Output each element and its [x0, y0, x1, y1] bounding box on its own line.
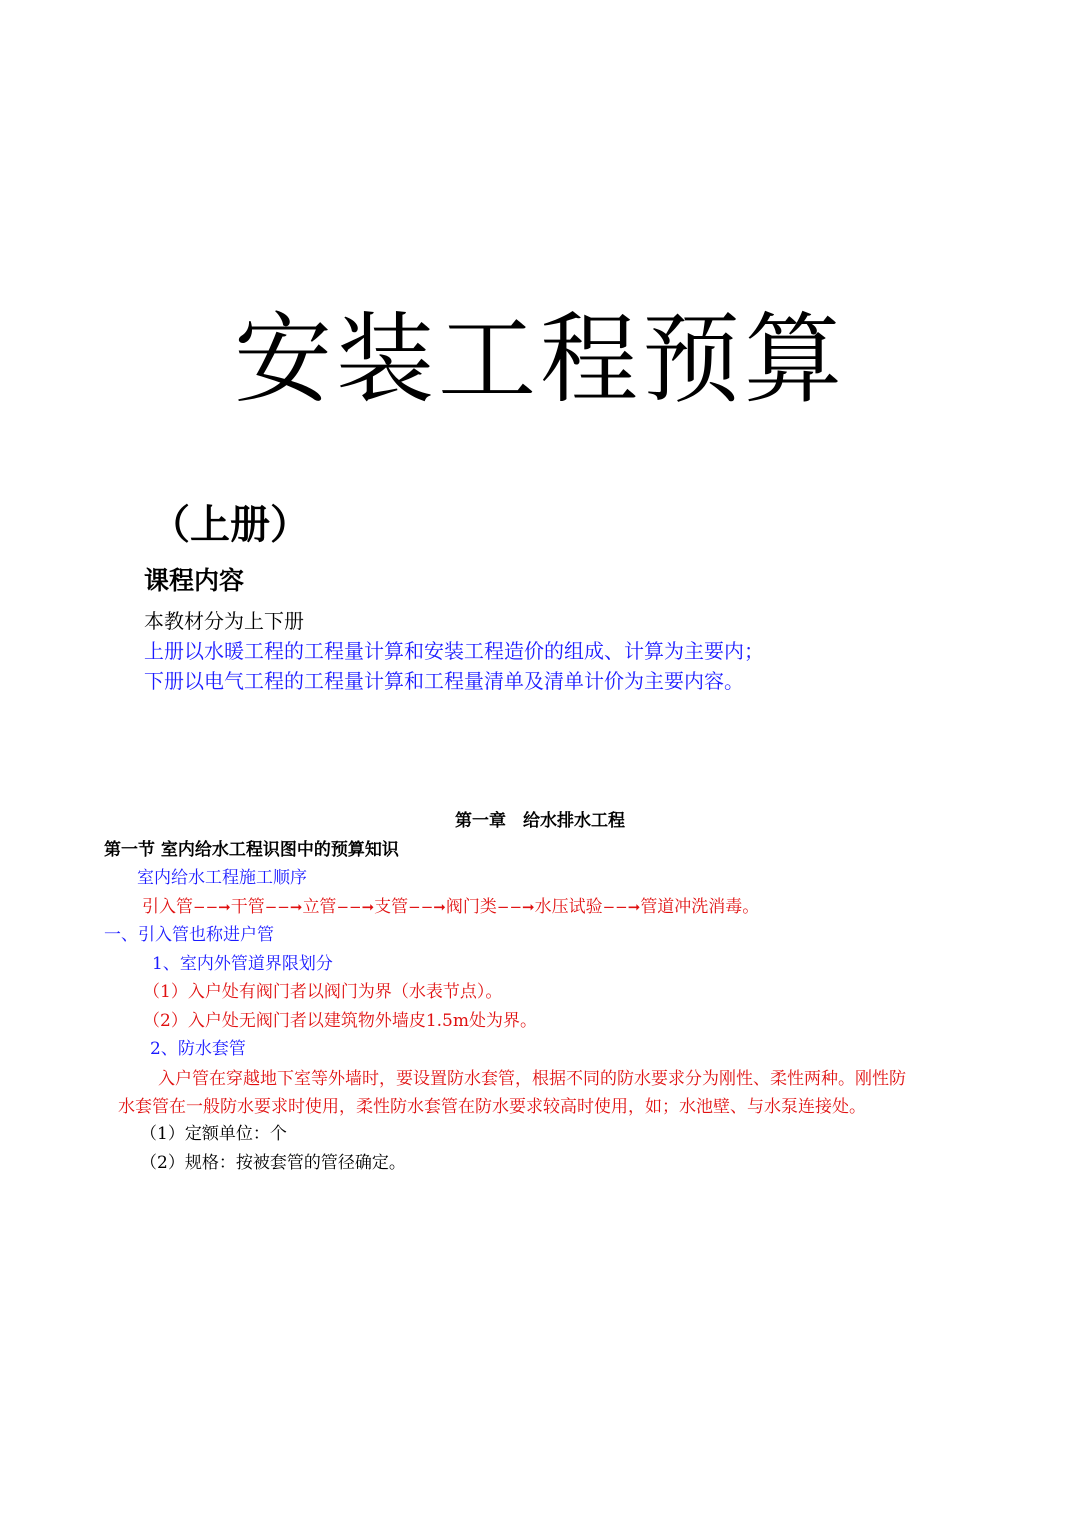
sequence-step: 支管	[374, 897, 409, 917]
volume-label: （上册）	[150, 502, 310, 548]
sequence-step: 阀门类	[445, 897, 497, 917]
arrow-right-icon: −−➞	[193, 898, 231, 916]
course-heading: 课程内容	[144, 566, 245, 595]
intro-line: 下册以电气工程的工程量计算和工程量清单及清单计价为主要内容。	[144, 669, 744, 693]
subitem-heading: 2、防水套管	[150, 1039, 246, 1059]
arrow-right-icon: −−➞	[408, 898, 446, 916]
subitem-heading: 1、室内外管道界限划分	[152, 954, 333, 974]
intro-line: 上册以水暖工程的工程量计算和安装工程造价的组成、计算为主要内；	[144, 639, 764, 663]
sequence-step: 干管	[230, 897, 265, 917]
item-heading: 一、引入管也称进户管	[104, 925, 274, 945]
paragraph-line: 入户管在穿越地下室等外墙时，要设置防水套管，根据不同的防水要求分为刚性、柔性两种。刚性防	[158, 1069, 906, 1089]
sequence-step: 管道冲洗消毒。	[640, 897, 760, 917]
sequence-heading: 室内给水工程施工顺序	[137, 868, 307, 888]
intro-line: 本教材分为上下册	[144, 609, 304, 633]
sequence-step: 水压试验	[534, 897, 603, 917]
paragraph-line: 水套管在一般防水要求时使用，柔性防水套管在防水要求较高时使用，如；水池壁、与水泵连接处。	[118, 1097, 866, 1117]
arrow-right-icon: −−➞	[496, 898, 535, 916]
construction-sequence	[142, 895, 759, 919]
arrow-right-icon: −−➞	[264, 898, 303, 916]
chapter-title: 第一章 给水排水工程	[455, 811, 625, 831]
sequence-step: 引入管	[142, 897, 193, 917]
document-title: 安装工程预算	[233, 303, 846, 417]
list-item: （2）入户处无阀门者以建筑物外墙皮1.5m处为界。	[143, 1011, 537, 1031]
sequence-step: 立管	[302, 897, 337, 917]
section-title: 第一节 室内给水工程识图中的预算知识	[104, 840, 399, 860]
arrow-right-icon: −−➞	[602, 898, 641, 916]
list-item: （1）入户处有阀门者以阀门为界（水表节点）。	[143, 982, 503, 1002]
list-item: （2）规格：按被套管的管径确定。	[140, 1153, 406, 1173]
list-item: （1）定额单位：个	[140, 1124, 287, 1144]
paragraph	[118, 1065, 1018, 1121]
arrow-right-icon: −−➞	[336, 898, 375, 916]
